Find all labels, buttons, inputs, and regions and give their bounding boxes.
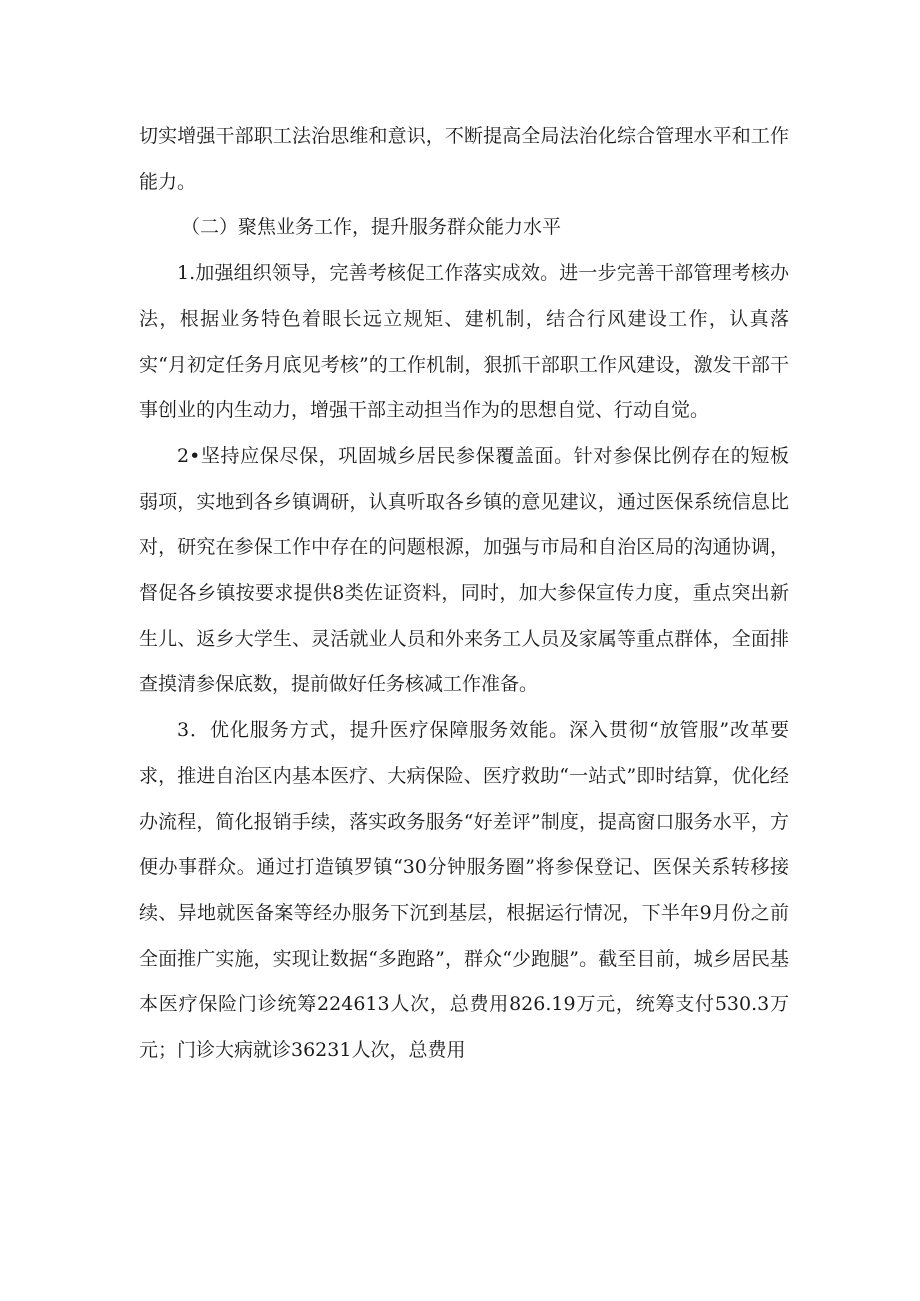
paragraph-item-3: 3．优化服务方式，提升医疗保障服务效能。深入贯彻“放管服”改革要求，推进自治区内基本医疗、大病保险、医疗救助“一站式”即时结算，优化经办流程，简化报销手续，落实政务服务“好差评”制度，提高窗口服务水平，方便办事群众。通过打造镇罗镇“30分钟服务圈”将参保登记、医保关系转移接续、异地就医备案等经办服务下沉到基层，根据运行情况，下半年9月份之前全面推广实施，实现让数据“多跑路”，群众“少跑腿”。截至目前，城乡居民基本医疗保险门诊统筹224613人次，总费用826.19万元，统筹支付530.3万元；门诊大病就诊36231人次，总费用: [139, 719, 789, 1062]
section-heading: （二）聚焦业务工作，提升服务群众能力水平: [181, 216, 562, 239]
document-body: [139, 114, 789, 1074]
paragraph-continuation: 切实增强干部职工法治思维和意识，不断提高全局法治化综合管理水平和工作能力。: [139, 125, 789, 193]
paragraph-item-1: 1.加强组织领导，完善考核促工作落实成效。进一步完善干部管理考核办法，根据业务特色着眼长远立规矩、建机制，结合行风建设工作，认真落实“月初定任务月底见考核”的工作机制，狠抓干部职工作风建设，激发干部干事创业的内生动力，增强干部主动担当作为的思想自觉、行动自觉。: [139, 262, 789, 422]
paragraph-item-2: 2•坚持应保尽保，巩固城乡居民参保覆盖面。针对参保比例存在的短板弱项，实地到各乡镇调研，认真听取各乡镇的意见建议，通过医保系统信息比对，研究在参保工作中存在的问题根源，加强与市局和自治区局的沟通协调，督促各乡镇按要求提供8类佐证资料，同时，加大参保宣传力度，重点突出新生儿、返乡大学生、灵活就业人员和外来务工人员及家属等重点群体，全面排查摸清参保底数，提前做好任务核减工作准备。: [139, 444, 789, 696]
